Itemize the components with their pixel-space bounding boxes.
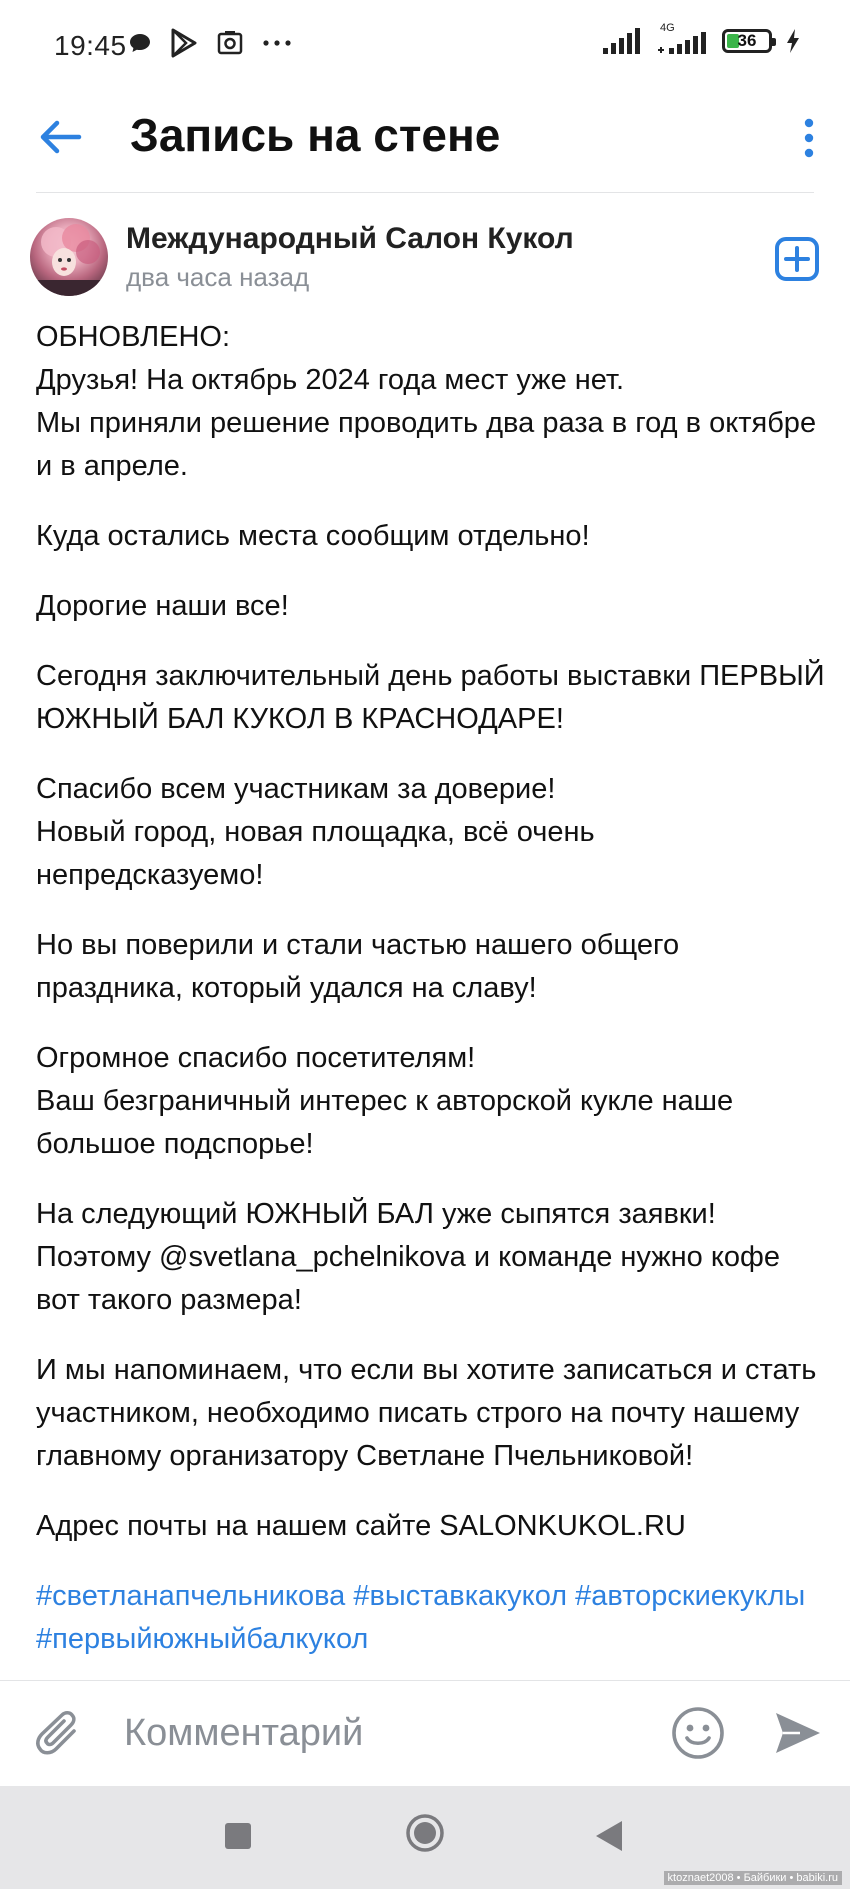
plus-square-icon [774,236,820,282]
attach-button[interactable] [34,1709,86,1761]
paragraph-text: На следующий ЮЖНЫЙ БАЛ уже сыпятся заявки! Поэтому @svetlana_pchelnikova и команде нужно кофе вот такого размера! [36,1198,780,1316]
watermark: ktoznaet2008 • Байбики • babiki.ru [664,1871,842,1885]
doll-avatar-icon [30,218,108,296]
paragraph-text: Сегодня заключительный день работы выставки ПЕРВЫЙ ЮЖНЫЙ БАЛ КУКОЛ В КРАСНОДАРЕ! [36,660,825,735]
post-paragraph [36,515,826,558]
signal-icon [602,26,642,56]
post-hashtags[interactable]: #светланапчельникова #выставкакукол #авторскиекуклы #первыйюжныйбалкукол [36,1580,806,1655]
post-text [36,316,826,1688]
comment-input[interactable] [124,1703,644,1763]
charging-bolt-icon [786,28,800,54]
paragraph-text: Но вы поверили и стали частью нашего общего праздника, который удался на славу! [36,929,680,1004]
signal-4g-icon [656,26,708,56]
smile-icon [670,1705,726,1761]
top-app-bar [0,92,850,192]
post-time: два часа назад [126,262,310,292]
post-paragraph [36,316,826,488]
battery-icon [722,29,772,53]
home-button[interactable] [405,1813,445,1853]
paragraph-text: Дорогие наши все! [36,590,289,622]
paragraph-text: ОБНОВЛЕНО: Друзья! На октябрь 2024 года мест уже нет. Мы приняли решение проводить два раза в год в октябре и в апреле. [36,321,817,482]
post-paragraph [36,1505,826,1548]
author-avatar[interactable] [30,218,108,296]
post-paragraph [36,1349,826,1478]
author-name[interactable]: Международный Салон Кукол [126,222,574,255]
paragraph-text: Спасибо всем участникам за доверие! Новый город, новая площадка, всё очень непредсказуемо! [36,773,595,891]
network-type-label: 4G [660,22,675,34]
subscribe-button[interactable] [774,236,820,282]
comment-bar [0,1680,850,1787]
status-left-icons [128,28,292,58]
back-button[interactable] [34,110,88,164]
post-paragraph [36,768,826,897]
network-signal-group [656,22,708,56]
header-divider [36,192,814,193]
triangle-back-icon [594,1819,624,1853]
send-button[interactable] [770,1705,826,1761]
status-bar [0,0,850,92]
post-paragraph [36,1037,826,1166]
paragraph-text: Адрес почты на нашем сайте SALONKUKOL.RU [36,1510,686,1542]
battery-cap [772,38,776,46]
recents-button[interactable] [225,1823,251,1849]
home-circle-icon [405,1813,445,1853]
more-options-button[interactable] [784,108,834,168]
status-time: 19:45 [54,30,127,61]
post-paragraph [36,1193,826,1322]
post-paragraph [36,655,826,741]
page-title: Запись на стене [130,109,501,161]
play-store-icon [170,28,198,58]
send-icon [770,1705,826,1761]
battery-percent: 36 [737,31,757,50]
arrow-left-icon [39,119,83,155]
system-navigation-bar [0,1786,850,1889]
emoji-button[interactable] [670,1705,726,1761]
paragraph-text: Куда остались места сообщим отдельно! [36,520,590,552]
screenshot-icon [216,29,244,57]
chat-icon [128,31,152,55]
system-back-button[interactable] [594,1819,624,1853]
paragraph-text: Огромное спасибо посетителям! Ваш безграничный интерес к авторской кукле наше большое подспорье! [36,1042,734,1160]
post-paragraph [36,924,826,1010]
status-right-icons [602,22,800,56]
more-notifications-icon [262,38,292,48]
post-paragraph [36,585,826,628]
paragraph-text: И мы напоминаем, что если вы хотите записаться и стать участником, необходимо писать строго на почту нашему главному организатору Светлане Пчельниковой! [36,1354,817,1472]
paperclip-icon [34,1709,86,1761]
more-vertical-icon [804,118,814,158]
post-author-row [30,218,820,298]
